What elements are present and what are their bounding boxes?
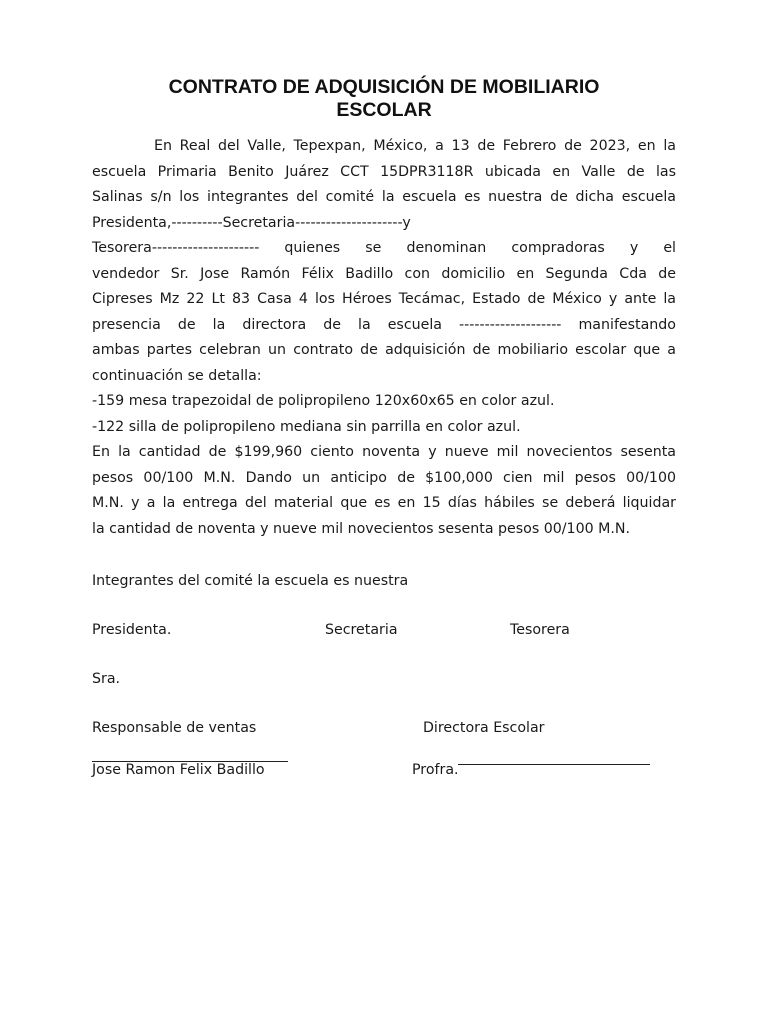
payment-line: M.N. y a la entrega del material que es en 15 días hábiles se deberá liquidar [92,495,676,511]
intro-line: vendedor Sr. Jose Ramón Félix Badillo con domicilio en Segunda Cda de [92,265,676,282]
director-signature-line [458,764,650,765]
profra-label: Profra. [412,762,459,778]
committee-heading: Integrantes del comité la escuela es nuestra [92,573,409,589]
intro-line: Tesorera--------------------- quienes se denominan compradoras y el [92,240,676,256]
intro-paragraph [92,134,676,389]
payment-paragraph [92,440,676,542]
payment-line: pesos 00/100 M.N. Dando un anticipo de $100,000 cien mil pesos 00/100 [92,469,676,486]
intro-line: Presidenta,----------Secretaria---------------------y [92,214,411,231]
intro-line: continuación se detalla: [92,367,262,384]
title-line-1: CONTRATO DE ADQUISICIÓN DE MOBILIARIO [168,76,600,98]
school-director-label: Directora Escolar [423,720,545,736]
sales-responsible-label: Responsable de ventas [92,720,257,736]
intro-line: ambas partes celebran un contrato de adquisición de mobiliario escolar que a [92,342,676,358]
role-tesorera: Tesorera [510,622,570,638]
contract-body [92,134,676,542]
intro-line: escuela Primaria Benito Juárez CCT 15DPR3118R ubicada en Valle de las [92,163,676,180]
role-presidenta: Presidenta. [92,622,172,638]
seller-name: Jose Ramon Felix Badillo [92,762,265,778]
payment-line: la cantidad de noventa y nueve mil novecientos sesenta pesos 00/100 M.N. [92,520,631,537]
sra-label: Sra. [92,671,121,687]
intro-line: Salinas s/n los integrantes del comité la escuela es nuestra de dicha escuela [92,189,676,205]
contract-title [92,76,676,122]
intro-line: Cipreses Mz 22 Lt 83 Casa 4 los Héroes Tecámac, Estado de México y ante la [92,291,676,307]
payment-line: En la cantidad de $199,960 ciento noventa y nueve mil novecientos sesenta [92,444,676,460]
item-tables: -159 mesa trapezoidal de polipropileno 120x60x65 en color azul. [92,393,555,409]
intro-line: presencia de la directora de la escuela -------------------- manifestando [92,316,676,333]
title-line-2: ESCOLAR [336,99,432,121]
item-chairs: -122 silla de polipropileno mediana sin parrilla en color azul. [92,418,521,435]
role-secretaria: Secretaria [325,622,398,638]
intro-line: En Real del Valle, Tepexpan, México, a 13 de Febrero de 2023, en la [154,138,676,154]
item-list [92,389,676,440]
